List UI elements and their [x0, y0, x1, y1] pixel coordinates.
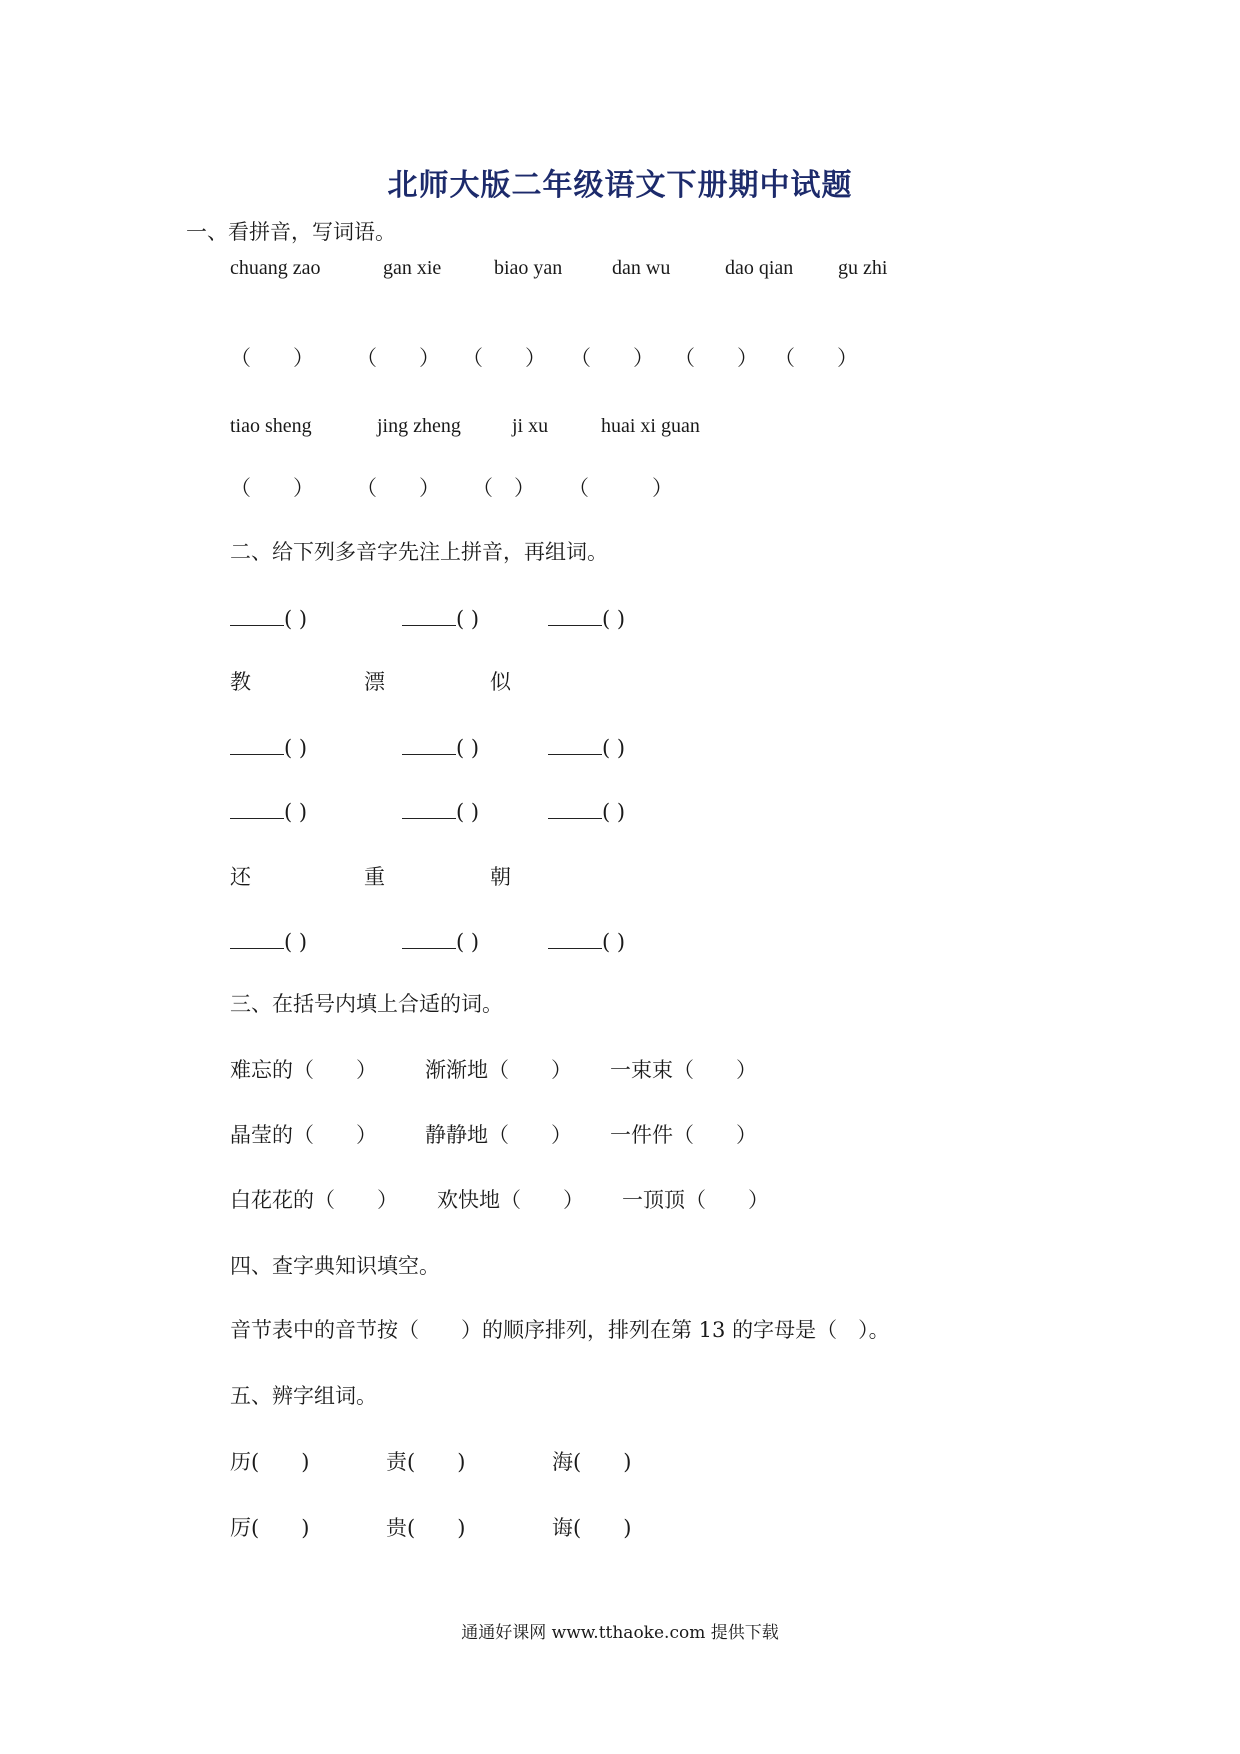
answer-box[interactable]: （ ）: [230, 346, 314, 370]
polyphone-char: 朝: [490, 865, 511, 889]
footer-credit: 通通好课网 www.tthaoke.com 提供下载: [461, 1623, 779, 1643]
blank-line[interactable]: [402, 798, 456, 819]
pinyin-item: dan wu: [612, 257, 671, 279]
answer-box[interactable]: （ ）: [462, 346, 546, 370]
blank-line[interactable]: [548, 798, 602, 819]
pinyin-paren[interactable]: ( ): [602, 930, 626, 954]
section-1-heading: 一、看拼音，写词语。: [186, 220, 396, 244]
blank-line[interactable]: [230, 928, 284, 949]
pinyin-item: huai xi guan: [601, 415, 700, 437]
blank-line[interactable]: [402, 928, 456, 949]
pinyin-paren[interactable]: ( ): [456, 800, 480, 824]
answer-box[interactable]: （ ）: [472, 476, 535, 500]
polyphone-char: 教: [230, 670, 251, 694]
polyphone-char: 漂: [364, 670, 385, 694]
distinguish-item[interactable]: 诲( ): [552, 1516, 632, 1540]
pinyin-paren[interactable]: ( ): [602, 607, 626, 631]
section-3-heading: 三、在括号内填上合适的词。: [230, 992, 503, 1016]
section-2-heading: 二、给下列多音字先注上拼音，再组词。: [230, 540, 608, 564]
answer-box[interactable]: （ ）: [356, 476, 440, 500]
pinyin-item: jing zheng: [377, 415, 461, 437]
blank-line[interactable]: [402, 605, 456, 626]
fill-item[interactable]: 难忘的（ ）: [230, 1058, 377, 1082]
fill-item[interactable]: 渐渐地（ ）: [425, 1058, 572, 1082]
pinyin-paren[interactable]: ( ): [456, 607, 480, 631]
polyphone-char: 似: [490, 670, 511, 694]
fill-item[interactable]: 欢快地（ ）: [437, 1188, 584, 1212]
answer-box[interactable]: （ ）: [568, 476, 673, 500]
pinyin-item: tiao sheng: [230, 415, 312, 437]
polyphone-char: 还: [230, 865, 251, 889]
blank-line[interactable]: [548, 734, 602, 755]
pinyin-item: biao yan: [494, 257, 563, 279]
answer-box[interactable]: （ ）: [674, 346, 758, 370]
distinguish-item[interactable]: 厉( ): [230, 1516, 310, 1540]
pinyin-item: gu zhi: [838, 257, 888, 279]
pinyin-item: chuang zao: [230, 257, 321, 279]
distinguish-item[interactable]: 责( ): [386, 1450, 466, 1474]
fill-item[interactable]: 一件件（ ）: [610, 1123, 757, 1147]
pinyin-item: gan xie: [383, 257, 442, 279]
section-5-heading: 五、辨字组词。: [230, 1384, 377, 1408]
section-4-heading: 四、查字典知识填空。: [230, 1254, 440, 1278]
pinyin-paren[interactable]: ( ): [456, 930, 480, 954]
pinyin-paren[interactable]: ( ): [284, 736, 308, 760]
blank-line[interactable]: [230, 734, 284, 755]
answer-box[interactable]: （ ）: [774, 346, 858, 370]
answer-box[interactable]: （ ）: [356, 346, 440, 370]
answer-box[interactable]: （ ）: [570, 346, 654, 370]
pinyin-paren[interactable]: ( ): [284, 930, 308, 954]
dictionary-question: 音节表中的音节按（ ）的顺序排列，排列在第 13 的字母是（ ）。: [230, 1318, 890, 1342]
fill-item[interactable]: 白花花的（ ）: [230, 1188, 398, 1212]
blank-line[interactable]: [230, 798, 284, 819]
pinyin-paren[interactable]: ( ): [602, 800, 626, 824]
pinyin-item: ji xu: [512, 415, 549, 437]
blank-line[interactable]: [548, 605, 602, 626]
fill-item[interactable]: 静静地（ ）: [425, 1123, 572, 1147]
pinyin-item: dao qian: [725, 257, 794, 279]
answer-box[interactable]: （ ）: [230, 476, 314, 500]
pinyin-paren[interactable]: ( ): [284, 607, 308, 631]
pinyin-paren[interactable]: ( ): [602, 736, 626, 760]
blank-line[interactable]: [230, 605, 284, 626]
page-title: 北师大版二年级语文下册期中试题: [387, 168, 853, 203]
blank-line[interactable]: [548, 928, 602, 949]
distinguish-item[interactable]: 历( ): [230, 1450, 310, 1474]
fill-item[interactable]: 一顶顶（ ）: [622, 1188, 769, 1212]
polyphone-char: 重: [364, 865, 385, 889]
fill-item[interactable]: 晶莹的（ ）: [230, 1123, 377, 1147]
pinyin-paren[interactable]: ( ): [456, 736, 480, 760]
distinguish-item[interactable]: 海( ): [552, 1450, 632, 1474]
blank-line[interactable]: [402, 734, 456, 755]
distinguish-item[interactable]: 贵( ): [386, 1516, 466, 1540]
fill-item[interactable]: 一束束（ ）: [610, 1058, 757, 1082]
pinyin-paren[interactable]: ( ): [284, 800, 308, 824]
